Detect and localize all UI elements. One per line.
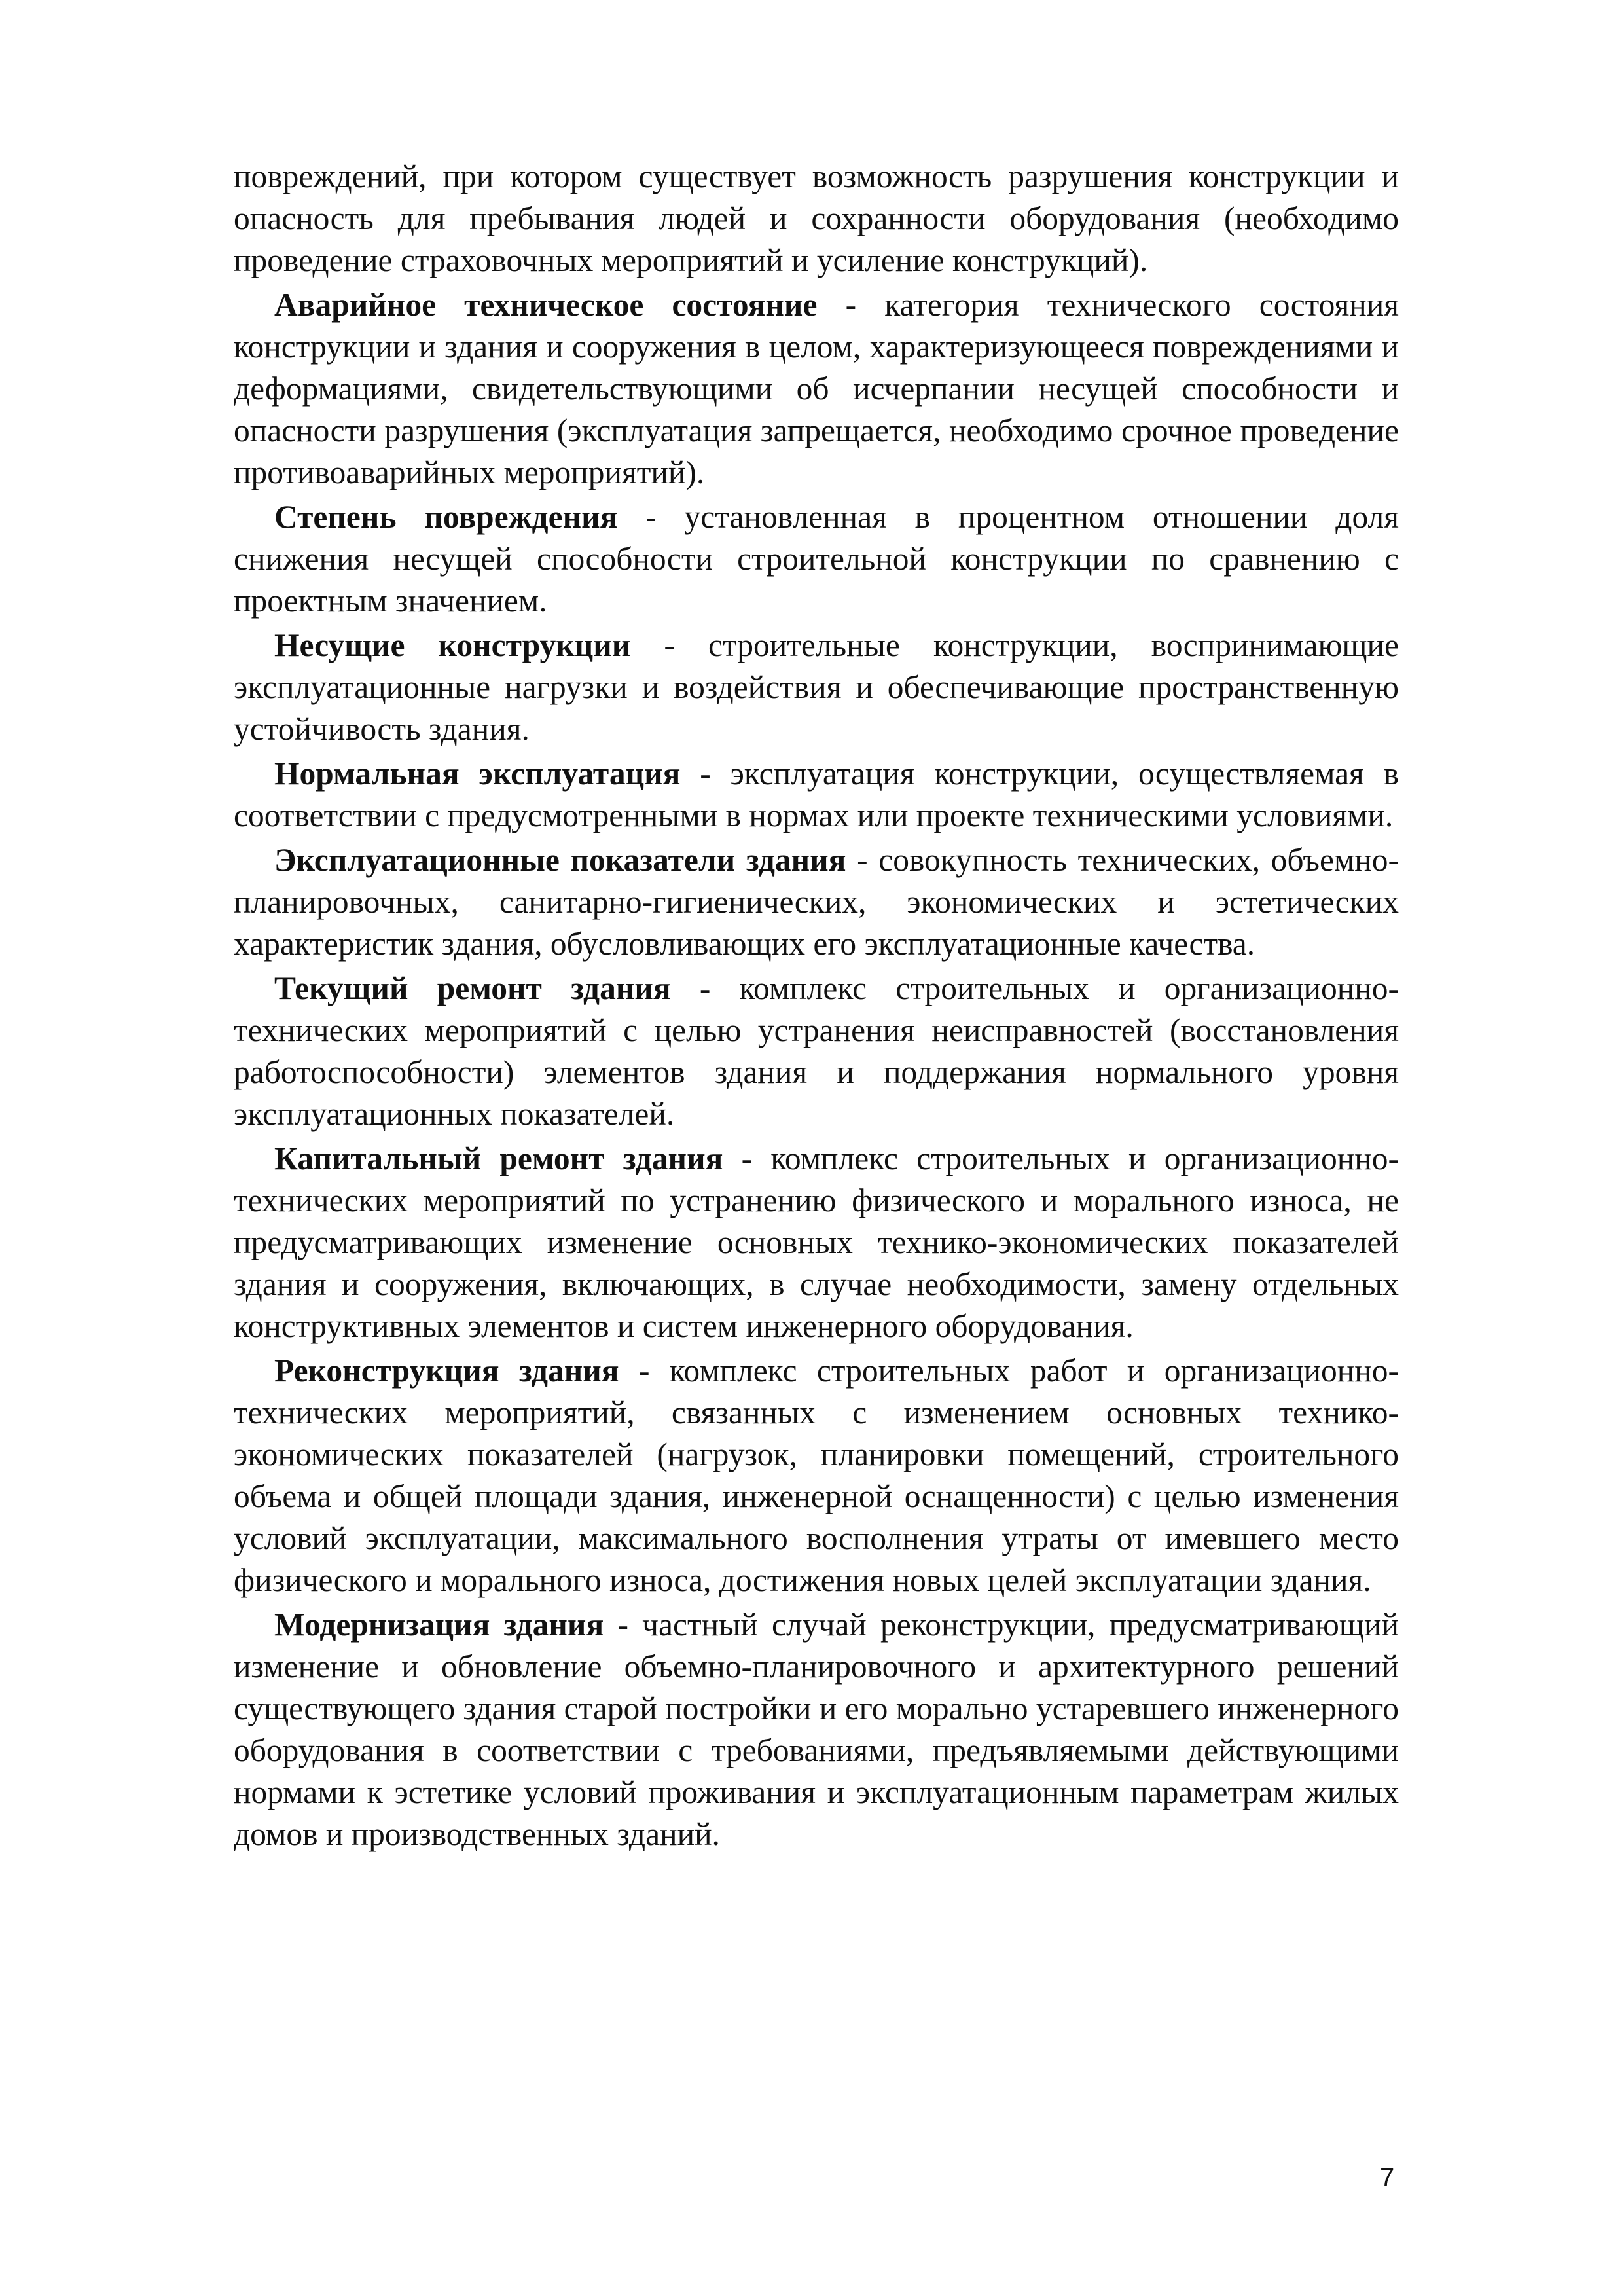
definition-paragraph xyxy=(234,496,1399,622)
definition-term: Реконструкция здания xyxy=(274,1353,619,1389)
definition-term: Аварийное техническое состояние xyxy=(274,287,818,323)
definition-text: - эксплуатация конструкции, осуществляемая в соответствии с предусмотренными в нормах или проекте техническими условиями. xyxy=(234,756,1399,833)
definition-term: Степень повреждения xyxy=(274,499,618,535)
definition-paragraph xyxy=(234,284,1399,494)
definition-text: - комплекс строительных и организационно-технических мероприятий по устранению физического и морального износа, не предусматривающих изменение основных технико-экономических показателей здания и сооружения, включающих, в случае необходимости, замену отдельных конструктивных элементов и систем инженерного оборудования. xyxy=(234,1140,1399,1344)
definition-text: - комплекс строительных и организационно-технических мероприятий с целью устранения неисправностей (восстановления работоспособности) элементов здания и поддержания нормального уровня эксплуатационных показателей. xyxy=(234,970,1399,1132)
definition-text: - совокупность технических, объемно-планировочных, санитарно-гигиенических, экономических и эстетических характеристик здания, обусловливающих его эксплуатационные качества. xyxy=(234,842,1399,962)
definition-paragraph xyxy=(234,625,1399,750)
definition-term: Модернизация здания xyxy=(274,1607,604,1643)
definition-term: Капитальный ремонт здания xyxy=(274,1140,723,1176)
page-body xyxy=(234,156,1399,1855)
definition-term: Эксплуатационные показатели здания xyxy=(274,842,846,878)
intro-paragraph: повреждений, при котором существует возможность разрушения конструкции и опасность для пребывания людей и сохранности оборудования (необходимо проведение страховочных мероприятий и усиление конструкций). xyxy=(234,158,1399,278)
definition-paragraph xyxy=(234,1604,1399,1855)
definition-term: Несущие конструкции xyxy=(274,627,631,663)
definition-paragraph xyxy=(234,1350,1399,1601)
definition-text: - установленная в процентном отношении доля снижения несущей способности строительной конструкции по сравнению с проектным значением. xyxy=(234,499,1399,619)
definition-term: Нормальная эксплуатация xyxy=(274,756,681,792)
definition-text: - частный случай реконструкции, предусматривающий изменение и обновление объемно-планировочного и архитектурного решений существующего здания старой постройки и его морально устаревшего инженерного оборудования в соответствии с требованиями, предъявляемыми действующими нормами к эстетике условий проживания и эксплуатационным параметрам жилых домов и производственных зданий. xyxy=(234,1607,1399,1852)
definition-paragraph xyxy=(234,1138,1399,1347)
definition-paragraph xyxy=(234,968,1399,1135)
definition-paragraph xyxy=(234,753,1399,837)
page-number: 7 xyxy=(1380,2163,1395,2192)
definition-term: Текущий ремонт здания xyxy=(274,970,671,1006)
definition-text: - комплекс строительных работ и организационно-технических мероприятий, связанных с изменением основных технико-экономических показателей (нагрузок, планировки помещений, строительного объема и общей площади здания, инженерной оснащенности) с целью изменения условий эксплуатации, максимального восполнения утраты от имевшего место физического и морального износа, достижения новых целей эксплуатации здания. xyxy=(234,1353,1399,1598)
definition-paragraph xyxy=(234,839,1399,965)
definition-text: - строительные конструкции, воспринимающие эксплуатационные нагрузки и воздействия и обеспечивающие пространственную устойчивость здания. xyxy=(234,627,1399,747)
definition-text: - категория технического состояния конструкции и здания и сооружения в целом, характеризующееся повреждениями и деформациями, свидетельствующими об исчерпании несущей способности и опасности разрушения (эксплуатация запрещается, необходимо срочное проведение противоаварийных мероприятий). xyxy=(234,287,1399,490)
